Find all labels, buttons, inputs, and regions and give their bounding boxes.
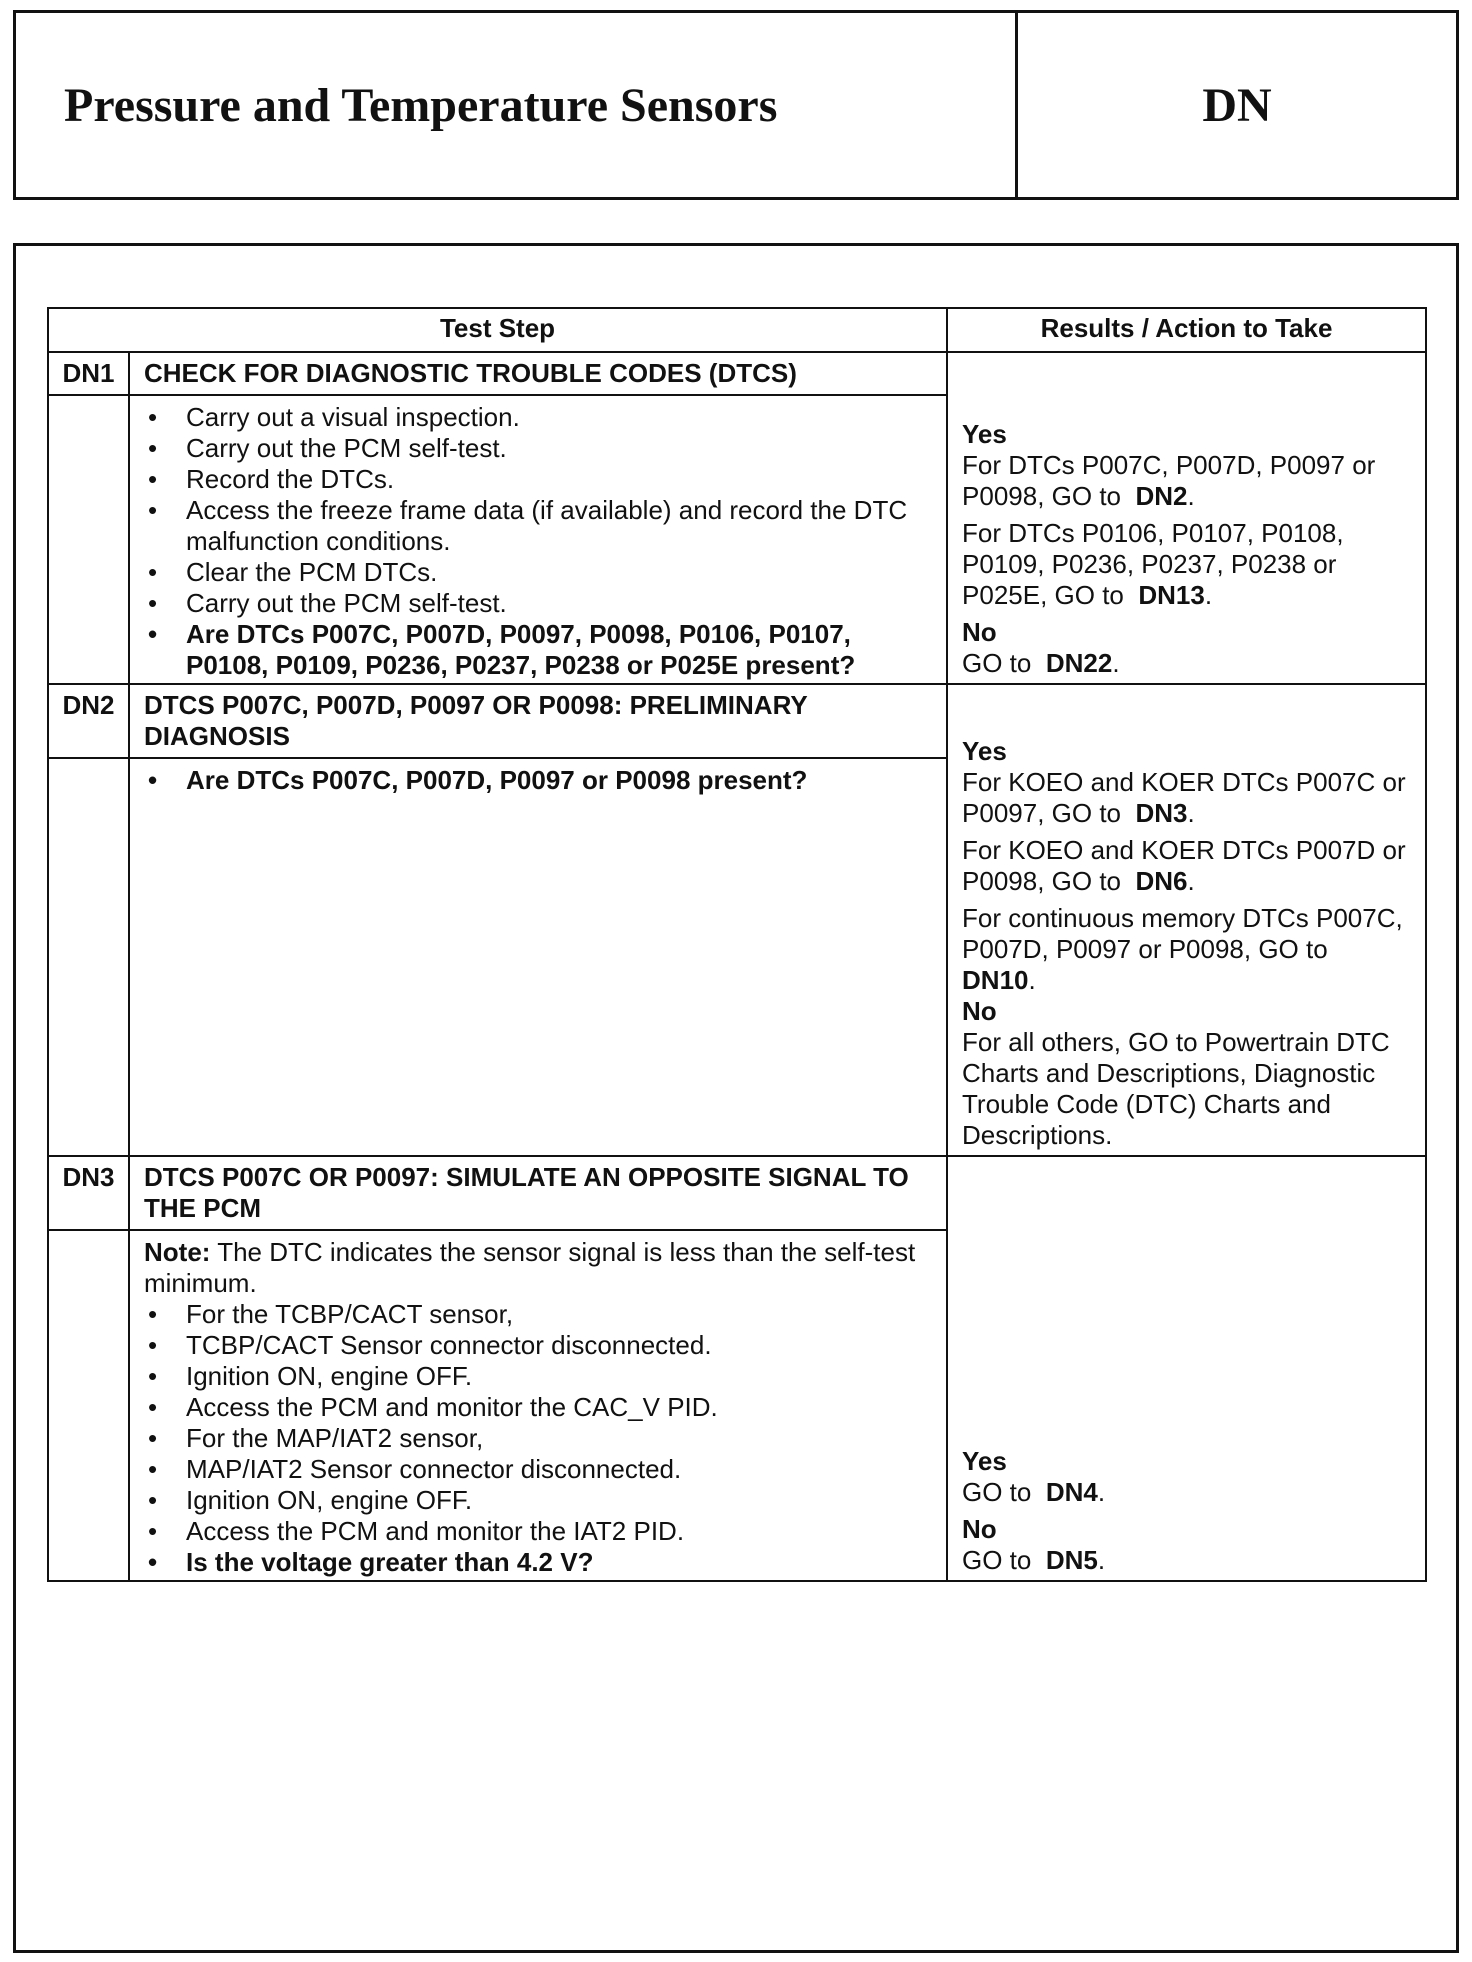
step-results xyxy=(947,352,1426,684)
list-item: • Clear the PCM DTCs. xyxy=(144,557,932,588)
no-label: No xyxy=(962,617,997,647)
step-note: Note: The DTC indicates the sensor signal is less than the self-test minimum. xyxy=(144,1237,916,1298)
result-line: GO to DN5. xyxy=(962,1545,1106,1575)
step-title: DTCS P007C, P007D, P0097 OR P0098: PRELIMINARY DIAGNOSIS xyxy=(129,684,947,758)
step-body xyxy=(129,758,947,1156)
goto-link[interactable]: DN6 xyxy=(1135,866,1188,896)
step-id: DN3 xyxy=(48,1156,129,1230)
col-header-test-step: Test Step xyxy=(48,308,947,352)
list-item: • Access the PCM and monitor the CAC_V PID. xyxy=(144,1392,932,1423)
result-line: GO to DN4. xyxy=(962,1477,1106,1507)
result-line: For all others, GO to Powertrain DTC Charts and Descriptions, Diagnostic Trouble Code (DTC) Charts and Descriptions. xyxy=(962,1027,1390,1150)
page-title: Pressure and Temperature Sensors xyxy=(16,13,1018,197)
step-row-dn1 xyxy=(48,352,1426,395)
step-row-dn2 xyxy=(48,684,1426,758)
section-code: DN xyxy=(1202,78,1272,132)
list-item: • TCBP/CACT Sensor connector disconnected. xyxy=(144,1330,932,1361)
list-item: • MAP/IAT2 Sensor connector disconnected. xyxy=(144,1454,932,1485)
goto-link[interactable]: DN22 xyxy=(1045,648,1113,678)
list-item: • Carry out a visual inspection. xyxy=(144,402,932,433)
list-item: • Record the DTCs. xyxy=(144,464,932,495)
question-item: • Is the voltage greater than 4.2 V? xyxy=(144,1547,932,1578)
result-line: GO to DN22. xyxy=(962,648,1120,678)
goto-link[interactable]: DN3 xyxy=(1135,798,1188,828)
goto-link[interactable]: DN4 xyxy=(1045,1477,1098,1507)
goto-link[interactable]: DN5 xyxy=(1045,1545,1098,1575)
yes-label: Yes xyxy=(962,419,1007,449)
list-item: • Access the PCM and monitor the IAT2 PID. xyxy=(144,1516,932,1547)
goto-link[interactable]: DN13 xyxy=(1138,580,1205,610)
list-item: • For the MAP/IAT2 sensor, xyxy=(144,1423,932,1454)
goto-link[interactable]: DN2 xyxy=(1135,481,1188,511)
result-line: For DTCs P007C, P007D, P0097 or P0098, GO to DN2. xyxy=(962,450,1376,511)
col-header-results: Results / Action to Take xyxy=(947,308,1426,352)
result-line: For KOEO and KOER DTCs P007D or P0098, GO to DN6. xyxy=(962,835,1406,896)
no-label: No xyxy=(962,996,997,1026)
result-line: For DTCs P0106, P0107, P0108, P0109, P0236, P0237, P0238 or P025E, GO to DN13. xyxy=(962,518,1344,610)
result-line: For continuous memory DTCs P007C, P007D, P0097 or P0098, GO to DN10. xyxy=(962,903,1403,995)
list-item: • Carry out the PCM self-test. xyxy=(144,433,932,464)
step-title: CHECK FOR DIAGNOSTIC TROUBLE CODES (DTCS) xyxy=(129,352,947,395)
step-body xyxy=(129,1230,947,1581)
list-item: • Ignition ON, engine OFF. xyxy=(144,1485,932,1516)
list-item: • Ignition ON, engine OFF. xyxy=(144,1361,932,1392)
question-item: • Are DTCs P007C, P007D, P0097 or P0098 present? xyxy=(144,765,932,796)
step-results xyxy=(947,1156,1426,1581)
yes-label: Yes xyxy=(962,736,1007,766)
no-label: No xyxy=(962,1514,997,1544)
list-item: • For the TCBP/CACT sensor, xyxy=(144,1299,932,1330)
step-row-dn3 xyxy=(48,1156,1426,1230)
result-line: For KOEO and KOER DTCs P007C or P0097, GO to DN3. xyxy=(962,767,1406,828)
table-header-row xyxy=(48,308,1426,352)
list-item: • Access the freeze frame data (if available) and record the DTC malfunction conditions. xyxy=(144,495,932,557)
question-item: • Are DTCs P007C, P007D, P0097, P0098, P0106, P0107, P0108, P0109, P0236, P0237, P0238 or P025E present? xyxy=(144,619,932,681)
test-step-table xyxy=(47,307,1427,1582)
page-header xyxy=(13,10,1459,200)
list-item: • Carry out the PCM self-test. xyxy=(144,588,932,619)
yes-label: Yes xyxy=(962,1446,1007,1476)
step-body xyxy=(129,395,947,684)
goto-link[interactable]: DN10 xyxy=(962,965,1029,995)
step-title: DTCS P007C OR P0097: SIMULATE AN OPPOSITE SIGNAL TO THE PCM xyxy=(129,1156,947,1230)
step-results xyxy=(947,684,1426,1156)
step-id: DN2 xyxy=(48,684,129,758)
step-id: DN1 xyxy=(48,352,129,395)
